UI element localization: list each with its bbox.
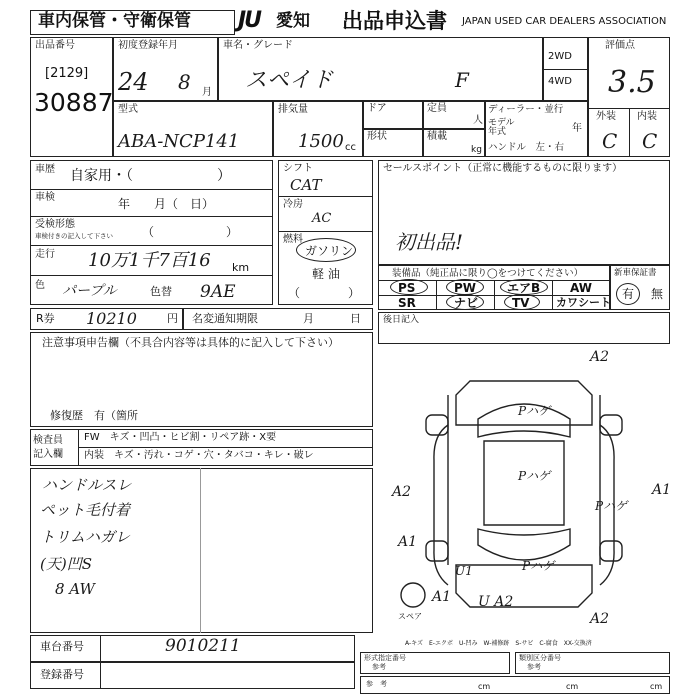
shift-label: シフト xyxy=(283,163,313,174)
inspector-note-4: (天)凹S xyxy=(40,555,92,573)
inspector-note-3: トリムハガレ xyxy=(40,528,131,546)
capacity-label: 定員 xyxy=(427,103,447,114)
inspector-note-5: 8 AW xyxy=(55,580,95,598)
equip-tv-circle xyxy=(504,294,540,310)
diagram-mark-a1-right: A1 xyxy=(652,482,672,498)
model-grade: F xyxy=(455,68,469,92)
equip-vline1 xyxy=(436,280,437,310)
spare-label: スペア xyxy=(398,612,422,621)
history-label: 車歴 xyxy=(35,164,55,175)
repair-label: 修復歴 有（箇所 xyxy=(50,409,138,422)
damage-legend: A-キズ E-エクボ U-凹み W-補修跡 S-サビ C-腐食 XX-交換済 xyxy=(405,640,592,647)
history-row-4 xyxy=(30,275,273,276)
checker-row-1: FW キズ・凹凸・ヒビ割・リペア跡・X要 xyxy=(84,432,277,443)
warranty-yes: 有 xyxy=(622,287,635,301)
sales-point-value: 初出品! xyxy=(395,230,464,254)
displacement-label: 排気量 xyxy=(278,104,308,115)
color-code: 9AE xyxy=(200,282,236,302)
inspection-value: 年 月（ 日） xyxy=(118,197,215,211)
class-number-ref: 参考 xyxy=(527,663,541,671)
diagram-label-rear: Pハゲ xyxy=(522,559,555,573)
equip-sr: SR xyxy=(398,296,416,310)
mileage-label: 走行 xyxy=(35,249,55,260)
exterior-label: 外装 xyxy=(596,111,616,122)
size-cm-3: cm xyxy=(650,682,663,691)
checker-label: 検査員 記入欄 xyxy=(33,435,63,460)
type-value: ABA-NCP141 xyxy=(118,131,240,152)
equip-aw: AW xyxy=(570,281,592,295)
lot-label: 出品番号 xyxy=(35,40,75,51)
receipt-note: 車検付きの記入して下さい xyxy=(35,232,113,240)
door-label: ドア xyxy=(367,103,387,114)
chassis-label: 車台番号 xyxy=(40,640,84,653)
drive-divider xyxy=(543,69,588,70)
exterior-grade: C xyxy=(602,129,618,153)
registration-label: 初度登録年月 xyxy=(118,40,178,51)
recycle-value: 10210 xyxy=(86,309,137,328)
color-label: 色 xyxy=(35,280,45,291)
after-fill-label: 後日記入 xyxy=(383,315,420,325)
equipment-label: 装備品（純正品に限り◯をつけてください） xyxy=(392,268,584,279)
inspector-note-1: ハンドルスレ xyxy=(42,476,132,494)
class-number-label: 類別区分番号 xyxy=(519,654,561,662)
diagram-mark-a2-top: A2 xyxy=(590,349,610,365)
car-damage-diagram xyxy=(378,345,670,635)
form-number-label: 形式指定番号 xyxy=(364,654,406,662)
logo-region: 愛知 xyxy=(276,11,310,31)
equip-vline2 xyxy=(494,280,495,310)
history-row-2 xyxy=(30,216,273,217)
association-name: JAPAN USED CAR DEALERS ASSOCIATION xyxy=(462,16,667,27)
equip-navi-circle xyxy=(446,294,484,310)
reference-box xyxy=(360,676,670,694)
chassis-value: 9010211 xyxy=(165,636,241,656)
eval-vdivider xyxy=(629,108,630,157)
history-value: 自家用・（ ） xyxy=(70,168,231,184)
diagram-label-side: Pハゲ xyxy=(595,499,628,513)
inspection-label: 車検 xyxy=(35,192,55,203)
model-name: スペイド xyxy=(245,68,334,93)
model-label: 車名・グレード xyxy=(223,40,293,51)
diagram-mark-a1-left: A1 xyxy=(398,534,418,550)
handle-label: ハンドル 左・右 xyxy=(488,142,565,153)
receipt-paren: （ ） xyxy=(142,225,239,239)
form-title: 出品申込書 xyxy=(342,9,447,33)
inspector-note-2: ペット毛付着 xyxy=(40,501,131,519)
warranty-label: 新車保証書 xyxy=(614,268,657,278)
interior-label: 内装 xyxy=(637,111,657,122)
equip-vline3 xyxy=(552,280,553,310)
ac-label: 冷房 xyxy=(283,199,303,210)
diagram-mark-a1-bottom: A1 xyxy=(432,589,452,605)
fuel-paren: （ ） xyxy=(288,286,361,300)
fuel-gas-circle xyxy=(296,238,356,262)
load-unit: kg xyxy=(471,145,482,155)
receipt-label: 受検形態 xyxy=(35,219,75,230)
drive-4wd: 4WD xyxy=(548,76,572,87)
size-cm-2: cm xyxy=(566,682,579,691)
checker-row-2: 内装 キズ・汚れ・コゲ・穴・タバコ・キレ・破レ xyxy=(84,450,314,461)
after-fill-box xyxy=(378,312,670,344)
type-label: 型式 xyxy=(118,104,138,115)
drive-2wd: 2WD xyxy=(548,51,572,62)
notes-label: 注意事項申告欄（不具合内容等は具体的に記入して下さい） xyxy=(42,336,339,349)
registration-month-unit: 月 xyxy=(202,87,212,98)
equip-leather: カワシート xyxy=(556,296,611,309)
checker-hline xyxy=(78,447,373,448)
displacement-unit: cc xyxy=(345,142,356,153)
equip-ps: PS xyxy=(398,281,416,295)
color-change-label: 色替 xyxy=(150,285,172,298)
chassis-vline xyxy=(100,635,101,662)
equip-airbag: エアB xyxy=(507,281,541,295)
diagram-label-roof: Pハゲ xyxy=(518,469,551,483)
registration-year: 24 xyxy=(118,68,149,96)
diagram-mark-a2-left: A2 xyxy=(392,484,412,500)
displacement-value: 1500 xyxy=(298,131,344,152)
diagram-label-hood: Pハゲ xyxy=(518,404,551,418)
equip-navi: ナビ xyxy=(454,296,479,310)
model-year-label: モデル 年式 xyxy=(488,118,515,138)
size-cm-1: cm xyxy=(478,682,491,691)
color-value: パープル xyxy=(62,283,117,299)
equip-pw-circle xyxy=(446,279,484,295)
name-change-month: 月 xyxy=(303,312,314,325)
lot-code: [2129] xyxy=(45,66,89,81)
ac-value: AC xyxy=(312,211,332,226)
logo-mark: JU xyxy=(238,8,261,33)
fuel-label: 燃料 xyxy=(283,234,303,245)
history-row-3 xyxy=(30,245,273,246)
warranty-circle xyxy=(616,283,640,305)
equip-tv: TV xyxy=(512,296,530,310)
notes-divider xyxy=(200,468,201,633)
reg-vline xyxy=(100,662,101,689)
evaluation-label: 評価点 xyxy=(605,40,635,51)
diagram-mark-ua2: U A2 xyxy=(478,594,514,610)
history-row-1 xyxy=(30,189,273,190)
name-change-label: 名変通知期限 xyxy=(192,312,258,325)
recycle-unit: 円 xyxy=(167,312,178,325)
sales-point-label: セールスポイント（正常に機能するものに限ります） xyxy=(383,163,623,174)
mileage-unit: km xyxy=(232,261,250,274)
reg-number-label: 登録番号 xyxy=(40,668,84,681)
drivetrain-row-2 xyxy=(278,231,373,232)
fuel-diesel: 軽 油 xyxy=(312,267,340,281)
equip-ps-circle xyxy=(390,279,428,295)
capacity-unit: 人 xyxy=(473,115,483,126)
interior-grade: C xyxy=(642,129,658,153)
shape-label: 形状 xyxy=(367,131,387,142)
diagram-mark-a2-bottom: A2 xyxy=(590,611,610,627)
diagram-mark-u1: U1 xyxy=(455,564,473,578)
shift-value: CAT xyxy=(290,176,322,194)
registration-month: 8 xyxy=(178,70,191,94)
load-label: 積載 xyxy=(427,131,447,142)
storage-label: 車内保管・守衛保管 xyxy=(38,11,191,31)
drivetrain-row-1 xyxy=(278,196,373,197)
name-change-day: 日 xyxy=(350,312,361,325)
year-unit: 年 xyxy=(572,123,582,134)
dealer-label: ディーラー・並行 xyxy=(488,104,564,115)
warranty-no: 無 xyxy=(651,287,664,301)
reference-label: 参 考 xyxy=(366,680,387,688)
fuel-gas: ガソリン xyxy=(305,244,354,258)
form-number-ref: 参考 xyxy=(372,663,386,671)
equip-airbag-circle xyxy=(500,279,548,295)
mileage-value: 10万1千7百16 xyxy=(88,250,211,271)
lot-number: 30887 xyxy=(34,88,114,117)
evaluation-score: 3.5 xyxy=(608,65,656,100)
equip-pw: PW xyxy=(454,281,477,295)
recycle-label: R券 xyxy=(36,312,55,325)
